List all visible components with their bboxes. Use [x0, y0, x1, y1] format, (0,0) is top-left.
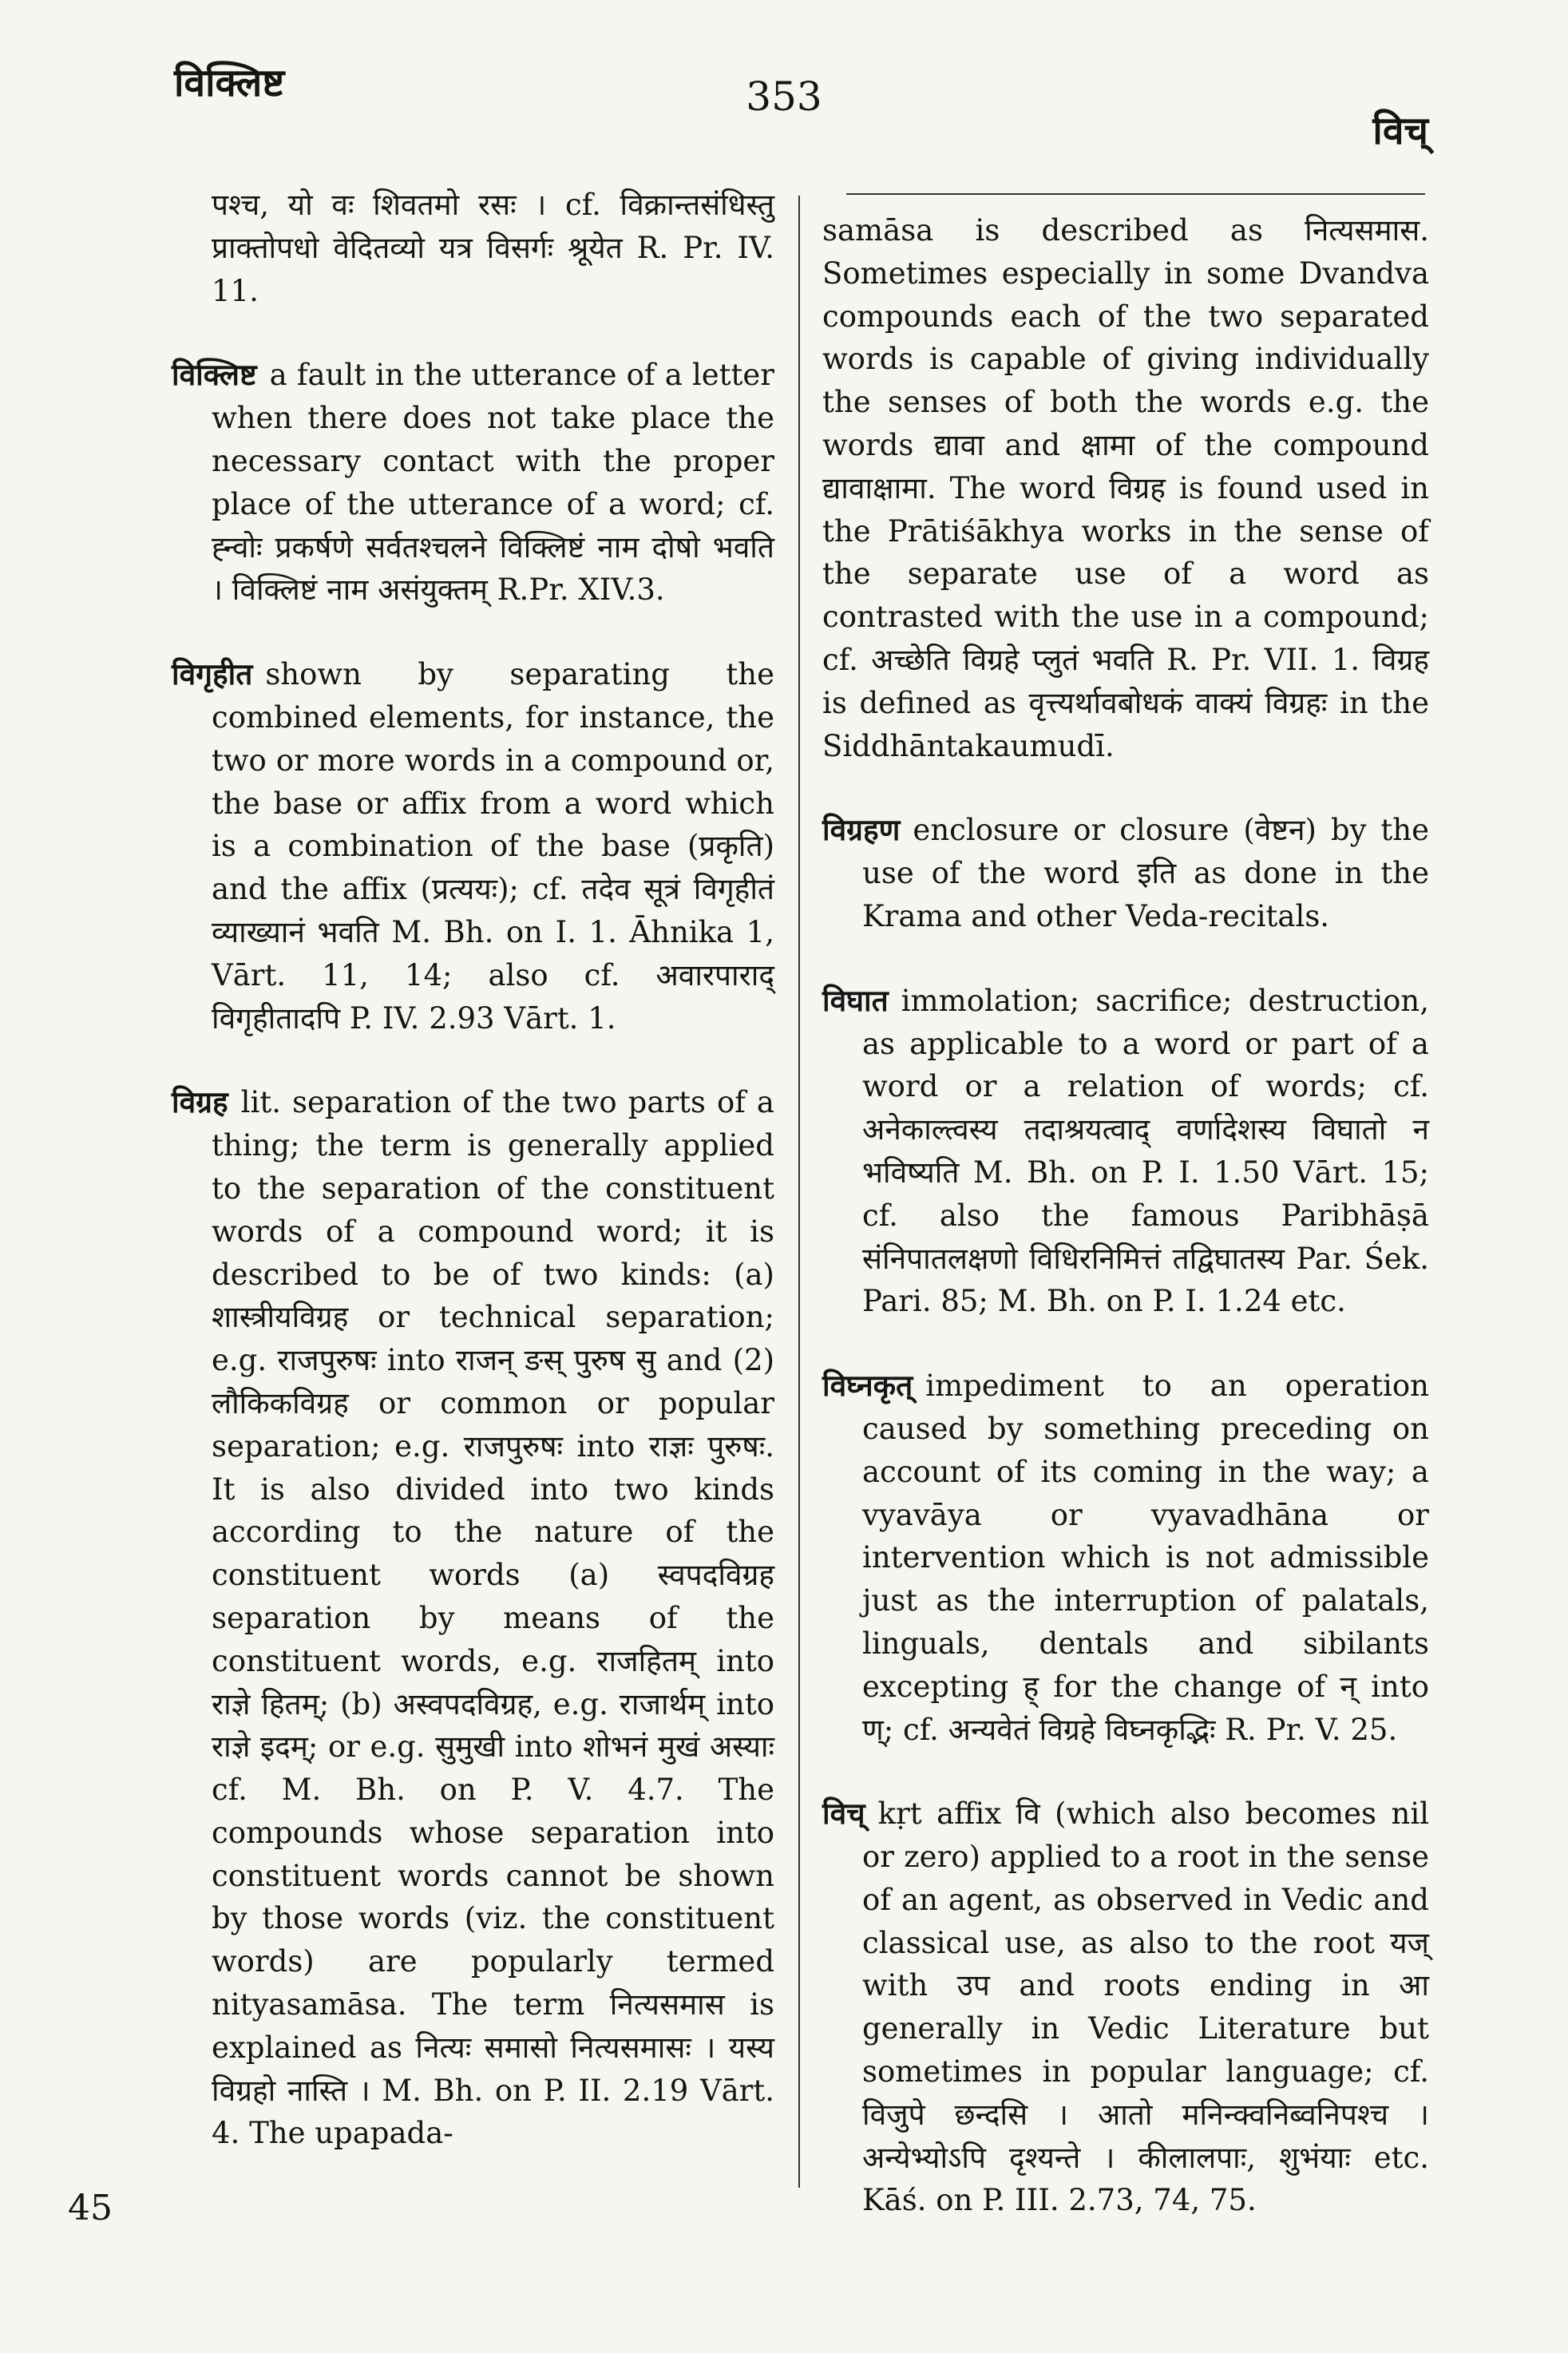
- dictionary-entry: [822, 980, 1429, 1323]
- dictionary-entry: [172, 1081, 774, 2155]
- running-head-left: विक्लिष्ट: [174, 61, 285, 105]
- dictionary-entry: [822, 1365, 1429, 1751]
- left-column: [172, 184, 774, 2197]
- entry-definition: a fault in the utterance of a letter when there does not take place the necessary contact with the proper place of the utterance of a word; cf. ह्न्वोः प्रकर्षणे सर्वतश्चलने विक्लिष्टं नाम दोषो भवति । विक्लिष्टं नाम असंयुक्तम् R.Pr. XIV.3.: [212, 358, 774, 608]
- entry-definition: enclosure or closure (वेष्टन) by the use of the word इति as done in the Krama and other Veda-recitals.: [862, 813, 1429, 933]
- entry-definition: impediment to an operation caused by something preceding on account of its coming in the way; a vyavāya or vyavadhāna or intervention which is not admissible just as the interruption of palatals, linguals, dentals and sibilants excepting ह् for the change of न् into ण्; cf. अन्यवेतं विग्रहे विघ्नकृद्भिः R. Pr. V. 25.: [862, 1369, 1429, 1747]
- entry-headword: विगृहीत: [172, 656, 253, 692]
- column-divider: [798, 196, 800, 2188]
- dictionary-entry: [822, 1792, 1429, 2222]
- entry-headword: विग्रह: [172, 1084, 228, 1120]
- entry-definition: kṛt affix वि (which also becomes nil or zero) applied to a root in the sense of an agent, as observed in Vedic and classical use, as also to the root यज् with उप and roots ending in आ generally in Vedic Literature but sometimes in popular language; cf. विजुपे छन्दसि । आतो मनिन्क्वनिब्वनिपश्च । अन्येभ्योऽपि दृश्यन्ते । कीलालपाः, शुभंयाः etc. Kāś. on P. III. 2.73, 74, 75.: [862, 1796, 1429, 2218]
- header-rule: [846, 193, 1425, 195]
- entry-definition: immolation; sacrifice; destruction, as applicable to a word or part of a word or a relation of words; cf. अनेकाल्त्वस्य तदाश्रयत्वाद् वर्णादेशस्य विघातो न भविष्यति M. Bh. on P. I. 1.50 Vārt. 15; cf. also the famous Paribhāṣā संनिपातलक्षणो विधिरनिमित्तं तद्विघातस्य Par. Śek. Pari. 85; M. Bh. on P. I. 1.24 etc.: [862, 983, 1429, 1319]
- dictionary-entry: [172, 354, 774, 612]
- dictionary-entry: [172, 653, 774, 1040]
- entry-headword: विघ्नकृत्: [822, 1368, 913, 1404]
- signature-number: 45: [68, 2188, 113, 2228]
- entry-headword: विघात: [822, 982, 889, 1018]
- entry-headword: विच्: [822, 1796, 865, 1832]
- entry-definition: lit. separation of the two parts of a thing; the term is generally applied to the separation of the constituent words of a compound word; it is described to be of two kinds: (a) शास्त्रीयविग्रह or technical separation; e.g. राजपुरुषः into राजन् ङस् पुरुष सु and (2) लौकिकविग्रह or common or popular separation; e.g. राजपुरुषः into राज्ञः पुरुषः. It is also divided into two kinds according to the nature of the constituent words (a) स्वपदविग्रह separation by means of the constituent words, e.g. राजहितम् into राज्ञे हितम्; (b) अस्वपदविग्रह, e.g. राजार्थम् into राज्ञे इदम्; or e.g. सुमुखी into शोभनं मुखं अस्याः cf. M. Bh. on P. V. 4.7. The compounds whose separation into constituent words cannot be shown by those words (viz. the constituent words) are popularly termed nityasamāsa. The term नित्यसमास is explained as नित्यः समासो नित्यसमासः । यस्य विग्रहो नास्ति । M. Bh. on P. II. 2.19 Vārt. 4. The upapada-: [212, 1085, 774, 2151]
- continuation-text: samāsa is described as नित्यसमास. Sometimes especially in some Dvandva compounds each of the two separated words is capable of giving individually the senses of both the words e.g. the words द्यावा and क्षामा of the compound द्यावाक्षामा. The word विग्रह is found used in the Prātiśākhya works in the sense of the separate use of a word as contrasted with the use in a compound; cf. अच्छेति विग्रहे प्लुतं भवति R. Pr. VII. 1. विग्रह is defined as वृत्त्यर्थावबोधकं वाक्यं विग्रहः in the Siddhāntakaumudī.: [822, 213, 1429, 763]
- continuation-text: पश्च, यो वः शिवतमो रसः । cf. विक्रान्तसंधिस्तु प्राक्तोपधो वेदितव्यो यत्र विसर्गः श्रूयेत R. Pr. IV. 11.: [212, 188, 774, 308]
- right-column: [822, 209, 1429, 2264]
- entry-headword: विग्रहण: [822, 812, 901, 848]
- entry-headword: विक्लिष्ट: [172, 357, 257, 393]
- page-number: 353: [746, 73, 822, 120]
- entry-definition: shown by separating the combined elements, for instance, the two or more words in a compound or, the base or affix from a word which is a combination of the base (प्रकृति) and the affix (प्रत्ययः); cf. तदेव सूत्रं विगृहीतं व्याख्यानं भवति M. Bh. on I. 1. Āhnika 1, Vārt. 11, 14; also cf. अवारपाराद् विगृहीतादपि P. IV. 2.93 Vārt. 1.: [212, 657, 774, 1036]
- dictionary-entry: [822, 809, 1429, 937]
- running-head-right: विच्: [1372, 109, 1428, 153]
